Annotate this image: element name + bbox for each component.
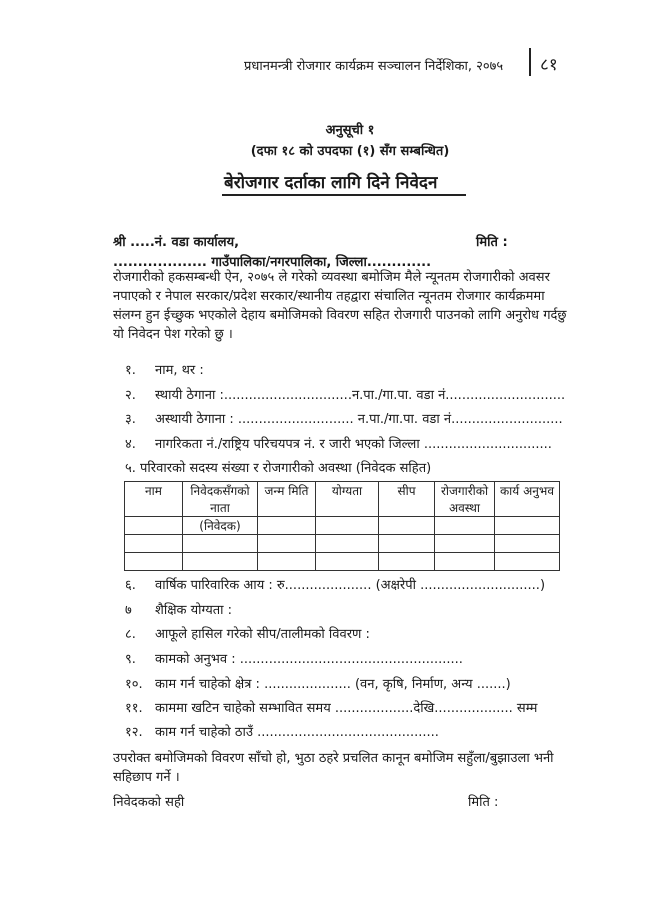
item-text: नाम, थर : bbox=[155, 363, 204, 378]
table-cell bbox=[125, 553, 183, 571]
table-row bbox=[125, 517, 560, 535]
item-work-period bbox=[125, 698, 537, 716]
item-education bbox=[125, 600, 232, 618]
item-number: १०. bbox=[125, 677, 143, 692]
table-row bbox=[125, 553, 560, 571]
item-work-sector bbox=[125, 674, 511, 692]
form-title: बेरोजगार दर्ताका लागि दिने निवेदन bbox=[224, 173, 438, 193]
header-relation: निवेदकसँगको नाता bbox=[183, 482, 258, 517]
item-text: काममा खटिन चाहेको सम्भावित समय ...................देखि................... सम्म bbox=[155, 701, 538, 716]
table-cell bbox=[125, 535, 183, 553]
header-name: नाम bbox=[125, 482, 183, 517]
table-cell bbox=[258, 517, 316, 535]
annex-title: अनुसूची १ bbox=[325, 123, 375, 138]
annex-reference: (दफा १८ को उपदफा (१) सँग सम्बन्धित) bbox=[250, 144, 450, 159]
item-number: २. bbox=[125, 388, 136, 403]
item-number: १२. bbox=[125, 725, 143, 740]
item-number: १. bbox=[125, 363, 136, 378]
table-cell bbox=[495, 553, 560, 571]
addressee-line-2: ................... गाउँपालिका/नगरपालिका, जिल्ला............. bbox=[113, 255, 432, 270]
item-text: आफूले हासिल गरेको सीप/तालीमको विवरण : bbox=[155, 627, 370, 642]
item-number: ११. bbox=[125, 701, 143, 716]
table-cell bbox=[379, 535, 435, 553]
item-number: ४. bbox=[125, 437, 136, 452]
table-cell bbox=[316, 553, 379, 571]
table-cell bbox=[435, 535, 495, 553]
signature-label: निवेदकको सही bbox=[113, 795, 185, 810]
item-work-place bbox=[125, 722, 439, 740]
item-text: स्थायी ठेगाना :...............................न.पा./गा.पा. वडा नं............................. bbox=[155, 388, 566, 403]
table-cell bbox=[379, 553, 435, 571]
item-temporary-address bbox=[125, 409, 563, 427]
item-number: ९. bbox=[125, 652, 136, 667]
item-text: कामको अनुभव : ...................................................... bbox=[155, 652, 463, 667]
header-skill: सीप bbox=[379, 482, 435, 517]
item-permanent-address bbox=[125, 385, 565, 403]
item-number: ७ bbox=[125, 603, 132, 618]
table-cell bbox=[125, 517, 183, 535]
item-citizenship bbox=[125, 434, 552, 452]
item-number: ३. bbox=[125, 412, 136, 427]
item-text: नागरिकता नं./राष्ट्रिय परिचयपत्र नं. र जारी भएको जिल्ला ............................... bbox=[155, 437, 552, 452]
table-cell bbox=[495, 517, 560, 535]
header-divider bbox=[529, 48, 531, 76]
header-qualification: योग्यता bbox=[316, 482, 379, 517]
table-cell bbox=[379, 517, 435, 535]
footer-date-label: मिति : bbox=[468, 795, 499, 810]
header-employment-status: रोजगारीको अवस्था bbox=[435, 482, 495, 517]
item-text: काम गर्न चाहेको ठाउँ ............................................ bbox=[155, 725, 439, 740]
addressee-line-1: श्री .....नं. वडा कार्यालय, bbox=[113, 235, 240, 250]
table-cell bbox=[435, 553, 495, 571]
header-birthdate: जन्म मिति bbox=[258, 482, 316, 517]
table-row bbox=[125, 535, 560, 553]
table-cell bbox=[183, 535, 258, 553]
family-section-label: ५. परिवारको सदस्य संख्या र रोजगारीको अवस्था (निवेदक सहित) bbox=[125, 461, 432, 476]
item-experience bbox=[125, 649, 463, 667]
form-title-underline bbox=[222, 194, 466, 196]
running-header: प्रधानमन्त्री रोजगार कार्यक्रम सञ्चालन निर्देशिका, २०७५ bbox=[244, 59, 504, 74]
item-number: ८. bbox=[125, 627, 136, 642]
table-cell bbox=[258, 553, 316, 571]
table-cell bbox=[258, 535, 316, 553]
item-text: अस्थायी ठेगाना : ............................ न.पा./गा.पा. वडा नं........................... bbox=[155, 412, 563, 427]
header-work-experience: कार्य अनुभव bbox=[495, 482, 560, 517]
family-table bbox=[124, 481, 560, 571]
table-cell bbox=[316, 535, 379, 553]
table-cell bbox=[316, 517, 379, 535]
item-text: काम गर्न चाहेको क्षेत्र : ..................... (वन, कृषि, निर्माण, अन्य .......) bbox=[155, 677, 511, 692]
item-number: ६. bbox=[125, 578, 136, 593]
table-cell bbox=[435, 517, 495, 535]
table-cell bbox=[495, 535, 560, 553]
item-annual-income bbox=[125, 575, 545, 593]
table-cell bbox=[183, 553, 258, 571]
date-label: मिति : bbox=[476, 235, 508, 250]
table-cell: (निवेदक) bbox=[183, 517, 258, 535]
table-header-row bbox=[125, 482, 560, 517]
item-name bbox=[125, 360, 204, 378]
item-text: शैक्षिक योग्यता : bbox=[155, 603, 233, 618]
declaration: उपरोक्त बमोजिमको विवरण साँचो हो, भुठा ठहरे प्रचलित कानून बमोजिम सहुँला/बुझाउला भनी सहिछाप गर्ने । bbox=[113, 751, 554, 785]
item-skills bbox=[125, 624, 370, 642]
item-text: वार्षिक पारिवारिक आय : रु..................... (अक्षरेपी .............................) bbox=[155, 578, 546, 593]
page-number: ८१ bbox=[540, 55, 558, 75]
intro-paragraph: रोजगारीको हकसम्बन्धी ऐन, २०७५ ले गरेको व्यवस्था बमोजिम मैले न्यूनतम रोजगारीको अवसर नपाएको र नेपाल सरकार/प्रदेश सरकार/स्थानीय तहद्वारा संचालित न्यूनतम रोजगार कार्यक्रममा संलग्न हुन ईच्छुक भएकोले देहाय बमोजिमको विवरण सहित रोजगारी पाउनको लागि अनुरोध गर्दछु यो निवेदन पेश गरेको छु । bbox=[113, 270, 567, 342]
